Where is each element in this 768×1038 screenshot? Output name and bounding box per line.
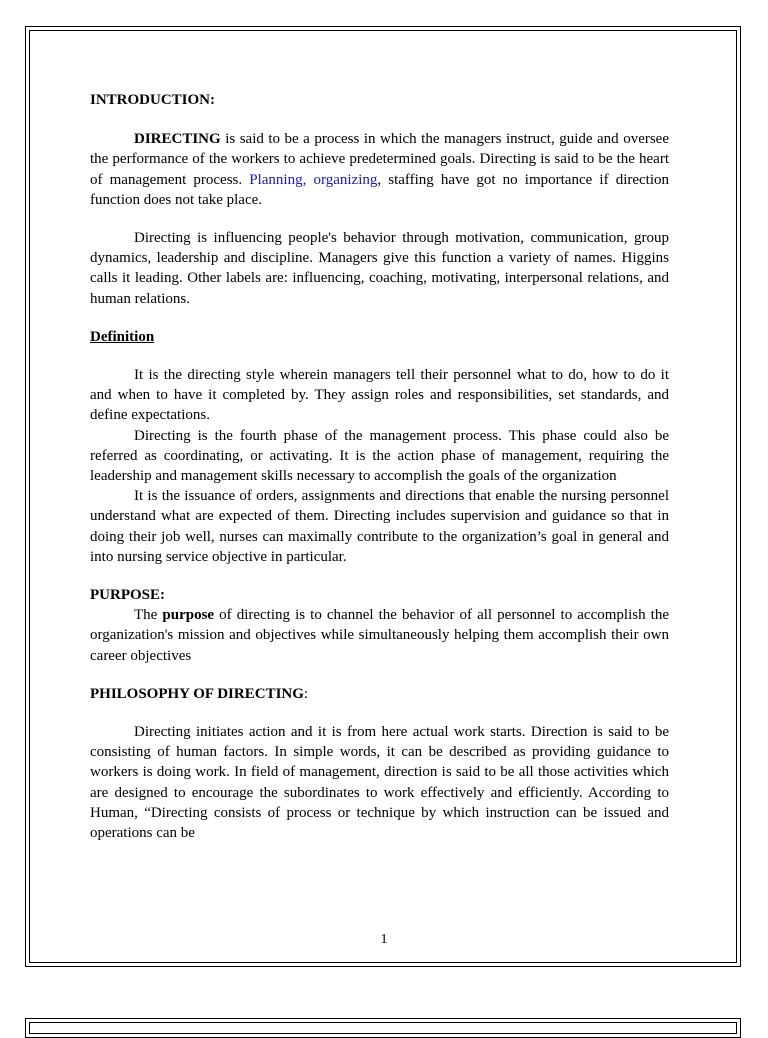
purpose-p1-start: The: [134, 607, 163, 624]
philosophy-heading-text: PHILOSOPHY OF DIRECTING: [90, 685, 304, 702]
organizing-link[interactable]: organizing: [313, 171, 378, 188]
philosophy-paragraph: Directing initiates action and it is from here actual work starts. Direction is said to be consisting of human factors. In simple words, it can be described as providing guidance to workers is doing work. In field of management, direction is said to be all those activities which are designed to encourage the subordinates to work effectively and efficiently. According to Human, “Directing consists of process or technique by which instruction can be issued and operations can be: [90, 724, 669, 842]
definition-heading: Definition: [90, 328, 155, 345]
planning-link[interactable]: Planning: [249, 171, 303, 188]
page-content: [90, 90, 669, 843]
intro-paragraph-2: Directing is influencing people's behavior through motivation, communication, group dynamics, leadership and discipline. Managers give this function a variety of names. Higgins calls it leading. Other labels are: influencing, coaching, motivating, interpersonal relations, and human relations.: [90, 230, 669, 307]
purpose-p1-text: of directing is to channel the behavior of all personnel to accomplish the organization's mission and objectives while simultaneously helping them accomplish their own career objectives: [90, 607, 669, 664]
philosophy-heading: [90, 684, 669, 704]
intro-paragraph-1: [90, 129, 669, 210]
purpose-paragraph: [90, 605, 669, 666]
intro-p1-text: is said to be a process in which the managers instruct, guide and oversee the performance of the workers to achieve predetermined goals. Directing is said to be the heart of management process.: [90, 131, 669, 188]
next-page-border-outer: [25, 1018, 741, 1038]
purpose-term: purpose: [162, 607, 215, 624]
definition-paragraph-2: Directing is the fourth phase of the management process. This phase could also be referred as coordinating, or activating. It is the action phase of management, requiring the leadership and management skills necessary to accomplish the goals of the organization: [90, 427, 669, 485]
page-number: 1: [380, 932, 388, 947]
intro-term-directing: DIRECTING: [134, 131, 221, 148]
intro-p1-end: , staffing have got no importance if direction function does not take place.: [90, 171, 670, 208]
definition-paragraph-3: It is the issuance of orders, assignments and directions that enable the nursing personnel understand what are expected of them. Directing includes supervision and guidance so that in doing their job well, nurses can maximally contribute to the organization’s goal in general and into nursing service objective in particular.: [90, 488, 669, 565]
definition-paragraph-1: It is the directing style wherein managers tell their personnel what to do, how to do it and when to have it completed by. They assign roles and responsibilities, set standards, and define expectations.: [90, 367, 669, 424]
intro-heading: INTRODUCTION:: [90, 92, 216, 108]
purpose-heading: PURPOSE:: [90, 587, 165, 604]
philosophy-heading-colon: :: [303, 685, 309, 702]
link-separator: ,: [302, 171, 314, 188]
